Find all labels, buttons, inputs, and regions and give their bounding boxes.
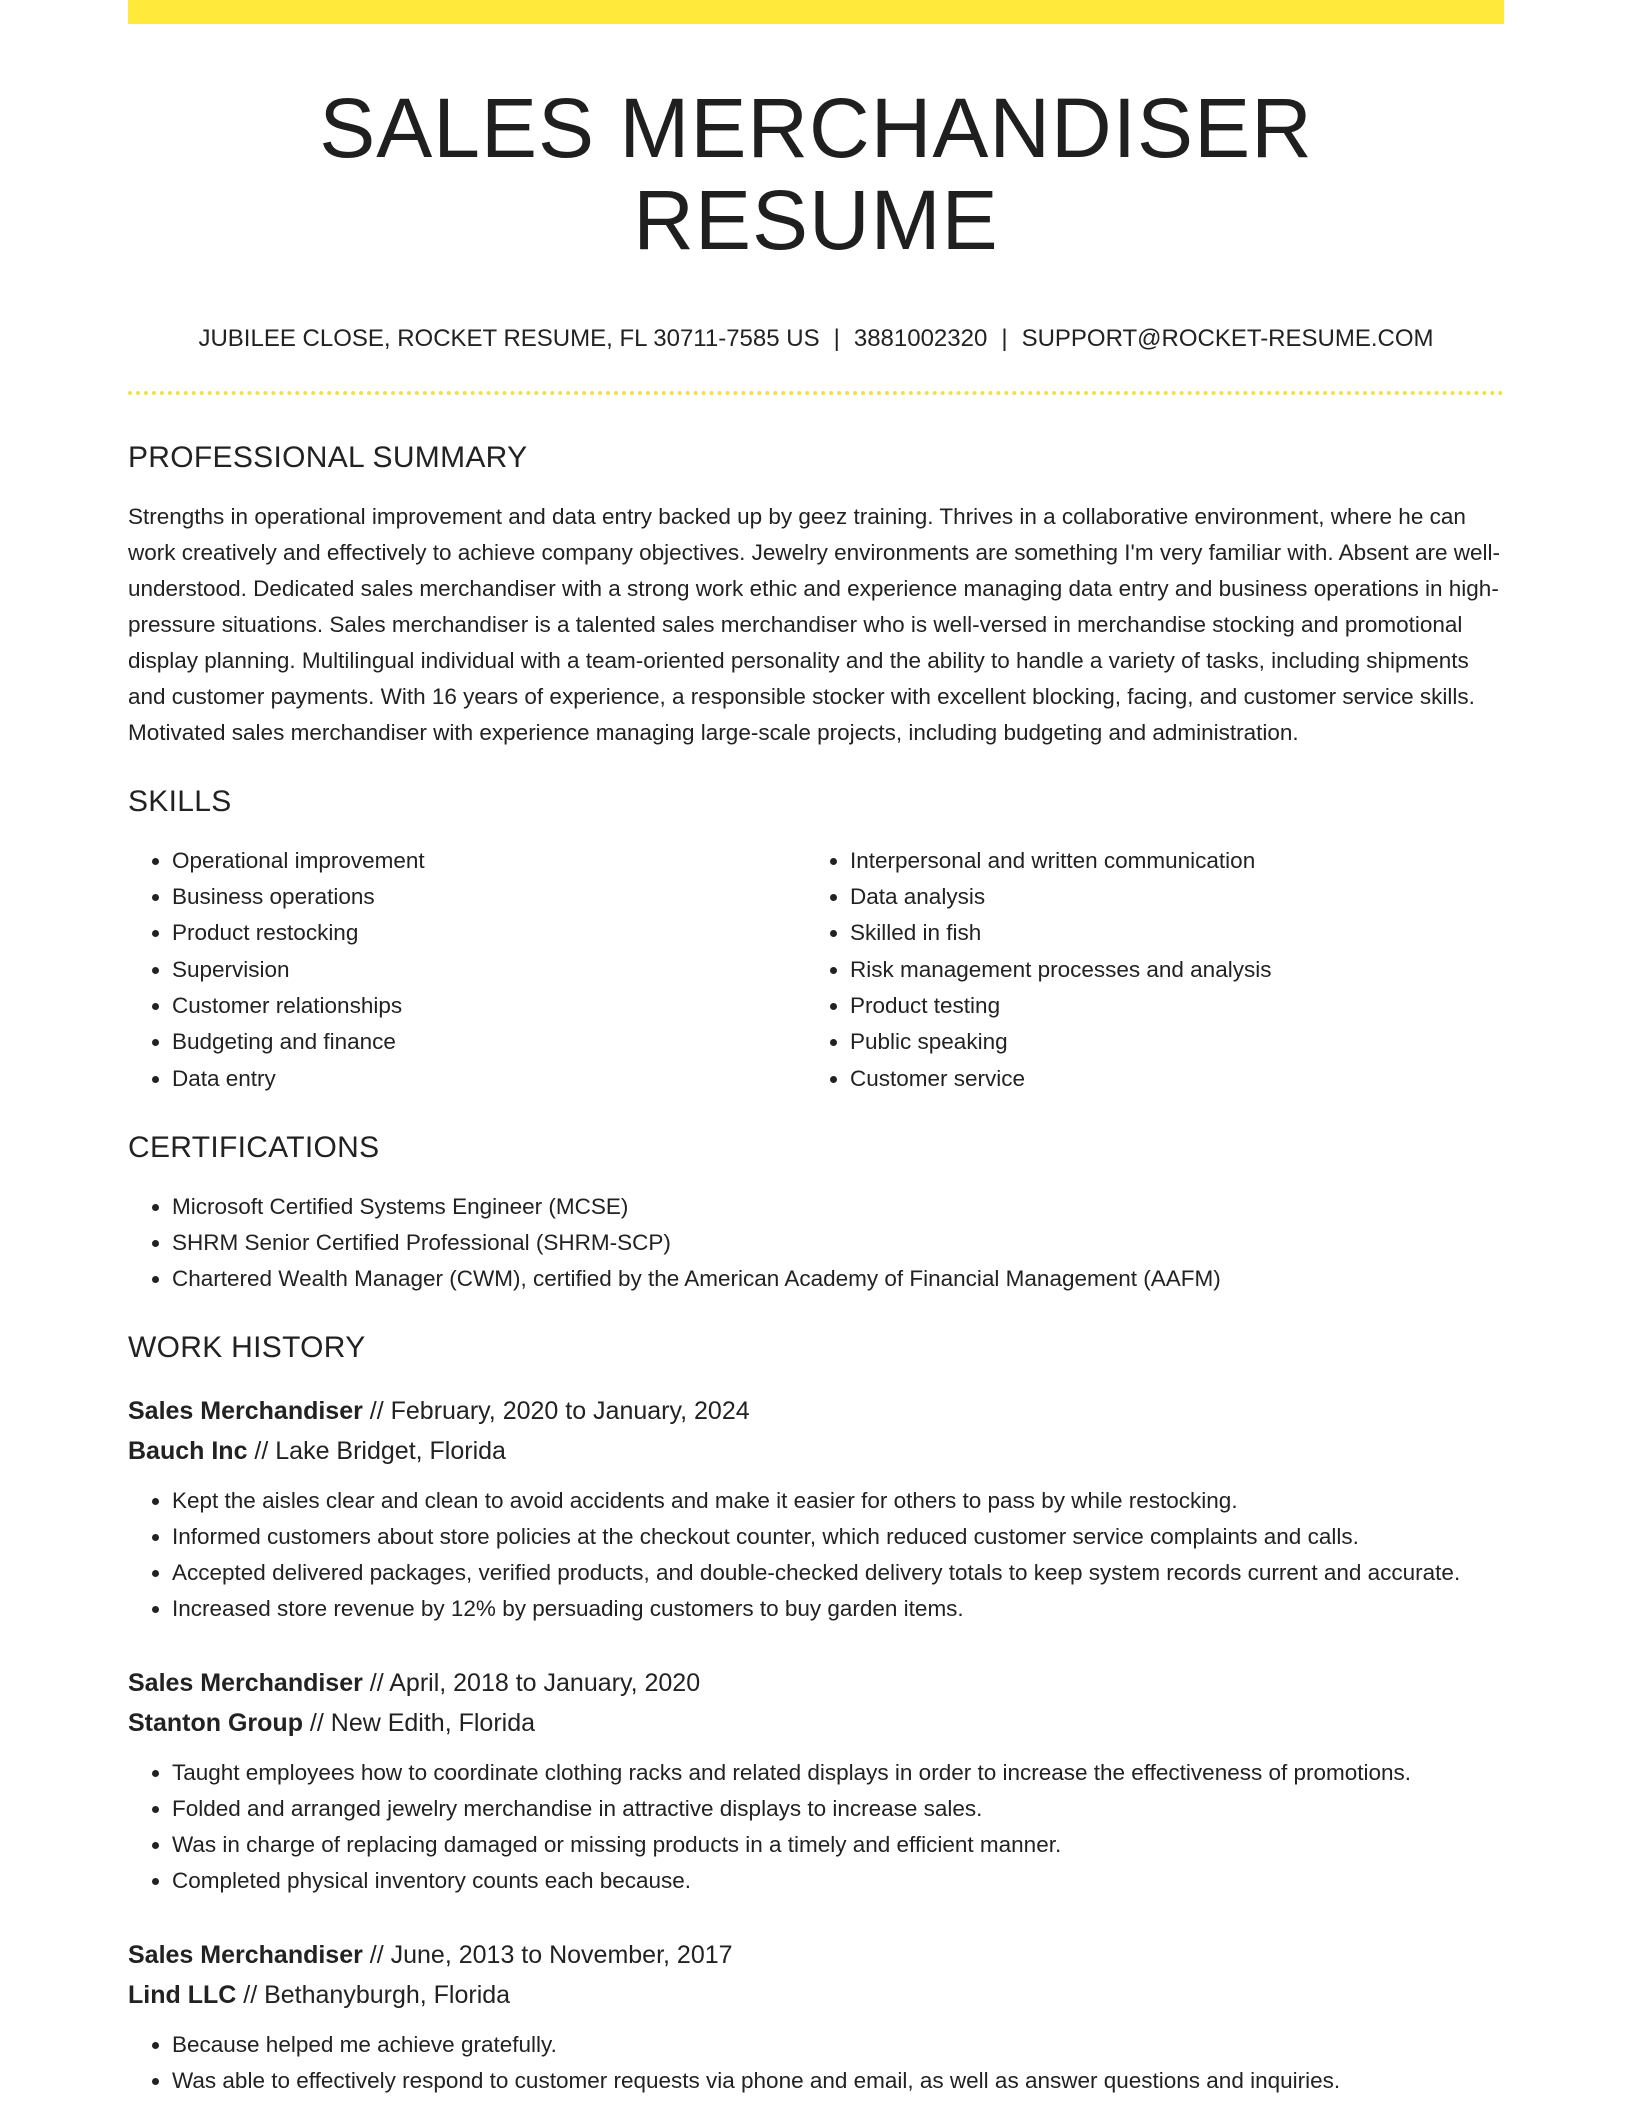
job-entry — [128, 1663, 1504, 1899]
job-bullets — [128, 1483, 1504, 1627]
skill-item: • Public speaking — [850, 1024, 1484, 1060]
job-bullet: • Was able to effectively respond to customer requests via phone and email, as well as answer questions and inquiries. — [172, 2063, 1504, 2099]
job-title-line — [128, 1935, 1504, 1975]
job-dates: // June, 2013 to November, 2017 — [362, 1940, 733, 1969]
job-bullets — [128, 2027, 1504, 2099]
certifications-section — [128, 1131, 1504, 1297]
accent-bar — [128, 0, 1504, 24]
skills-section — [128, 785, 1504, 1097]
job-bullet: • Folded and arranged jewelry merchandise in attractive displays to increase sales. — [172, 1791, 1504, 1827]
job-dates: // April, 2018 to January, 2020 — [362, 1668, 701, 1697]
job-bullet: • Completed physical inventory counts each because. — [172, 1863, 1504, 1899]
skill-item: • Operational improvement — [172, 843, 806, 879]
job-title-line — [128, 1663, 1504, 1703]
skill-item: • Business operations — [172, 879, 806, 915]
job-dates: // February, 2020 to January, 2024 — [362, 1396, 750, 1425]
job-bullet: • Kept the aisles clear and clean to avoid accidents and make it easier for others to pass by while restocking. — [172, 1483, 1504, 1519]
job-title-line — [128, 1391, 1504, 1431]
contact-separator: | — [833, 324, 840, 352]
contact-line — [128, 325, 1504, 353]
job-bullet: • Increased store revenue by 12% by persuading customers to buy garden items. — [172, 1591, 1504, 1627]
job-company: Lind LLC — [128, 1980, 237, 2009]
section-heading-skills: SKILLS — [128, 784, 232, 818]
summary-text: Strengths in operational improvement and data entry backed up by geez training. Thrives in a collaborative environment, where he can work creatively and effectively to achieve company objectives. Jewelry environments are something I'm very familiar with. Absent are well-understood. Dedicated sales merchandiser with a strong work ethic and experience managing data entry and business operations in high-pressure situations. Sales merchandiser is a talented sales merchandiser who is well-versed in merchandise stocking and promotional display planning. Multilingual individual with a team-oriented personality and the ability to handle a variety of tasks, including shipments and customer payments. With 16 years of experience, a responsible stocker with excellent blocking, facing, and customer service skills. Motivated sales merchandiser with experience managing large-scale projects, including budgeting and administration. — [128, 503, 1500, 745]
job-company-line — [128, 1975, 1504, 2015]
job-location: // Bethanyburgh, Florida — [236, 1980, 511, 2009]
job-bullet: • Accepted delivered packages, verified products, and double-checked delivery totals to keep system records current and accurate. — [172, 1555, 1504, 1591]
job-bullet: • Informed customers about store policies at the checkout counter, which reduced customer service complaints and calls. — [172, 1519, 1504, 1555]
job-location: // New Edith, Florida — [302, 1708, 536, 1737]
skill-item: • Data entry — [172, 1061, 806, 1097]
header-divider — [128, 391, 1504, 395]
skill-item: • Product testing — [850, 988, 1484, 1024]
skills-list-right — [806, 843, 1484, 1097]
skill-item: • Supervision — [172, 952, 806, 988]
certification-item: • Chartered Wealth Manager (CWM), certified by the American Academy of Financial Management (AAFM) — [172, 1261, 1504, 1297]
skill-item: • Risk management processes and analysis — [850, 952, 1484, 988]
certification-item: • SHRM Senior Certified Professional (SHRM-SCP) — [172, 1225, 1504, 1261]
skill-item: • Skilled in fish — [850, 915, 1484, 951]
resume-page — [128, 0, 1504, 2099]
job-bullet: • Was in charge of replacing damaged or missing products in a timely and efficient manner. — [172, 1827, 1504, 1863]
skills-columns — [128, 843, 1504, 1097]
job-title: Sales Merchandiser — [128, 1940, 363, 1969]
contact-phone: 3881002320 — [853, 324, 988, 352]
certification-item: • Microsoft Certified Systems Engineer (MCSE) — [172, 1189, 1504, 1225]
skill-item: • Budgeting and finance — [172, 1024, 806, 1060]
job-company: Bauch Inc — [128, 1436, 248, 1465]
job-company: Stanton Group — [128, 1708, 303, 1737]
section-heading-summary: PROFESSIONAL SUMMARY — [128, 440, 528, 474]
skill-item: • Interpersonal and written communication — [850, 843, 1484, 879]
professional-summary-section — [128, 441, 1504, 751]
work-history-section — [128, 1331, 1504, 2099]
skills-list-left — [128, 843, 806, 1097]
job-title: Sales Merchandiser — [128, 1396, 363, 1425]
skill-item: • Product restocking — [172, 915, 806, 951]
job-location: // Lake Bridget, Florida — [247, 1436, 506, 1465]
certifications-list — [128, 1189, 1504, 1297]
job-company-line — [128, 1703, 1504, 1743]
job-bullet: • Because helped me achieve gratefully. — [172, 2027, 1504, 2063]
job-company-line — [128, 1431, 1504, 1471]
job-bullets — [128, 1755, 1504, 1899]
contact-address: JUBILEE CLOSE, ROCKET RESUME, FL 30711-7585 US — [198, 324, 820, 352]
contact-email: SUPPORT@ROCKET-RESUME.COM — [1021, 324, 1434, 352]
job-bullet: • Taught employees how to coordinate clothing racks and related displays in order to increase the effectiveness of promotions. — [172, 1755, 1504, 1791]
job-entry — [128, 1391, 1504, 1627]
resume-title: SALES MERCHANDISER RESUME — [319, 81, 1313, 268]
contact-separator: | — [1001, 324, 1008, 352]
skill-item: • Data analysis — [850, 879, 1484, 915]
skill-item: • Customer relationships — [172, 988, 806, 1024]
job-title: Sales Merchandiser — [128, 1668, 363, 1697]
section-heading-certifications: CERTIFICATIONS — [128, 1130, 380, 1164]
job-entry — [128, 1935, 1504, 2099]
skill-item: • Customer service — [850, 1061, 1484, 1097]
section-heading-work-history: WORK HISTORY — [128, 1330, 366, 1364]
